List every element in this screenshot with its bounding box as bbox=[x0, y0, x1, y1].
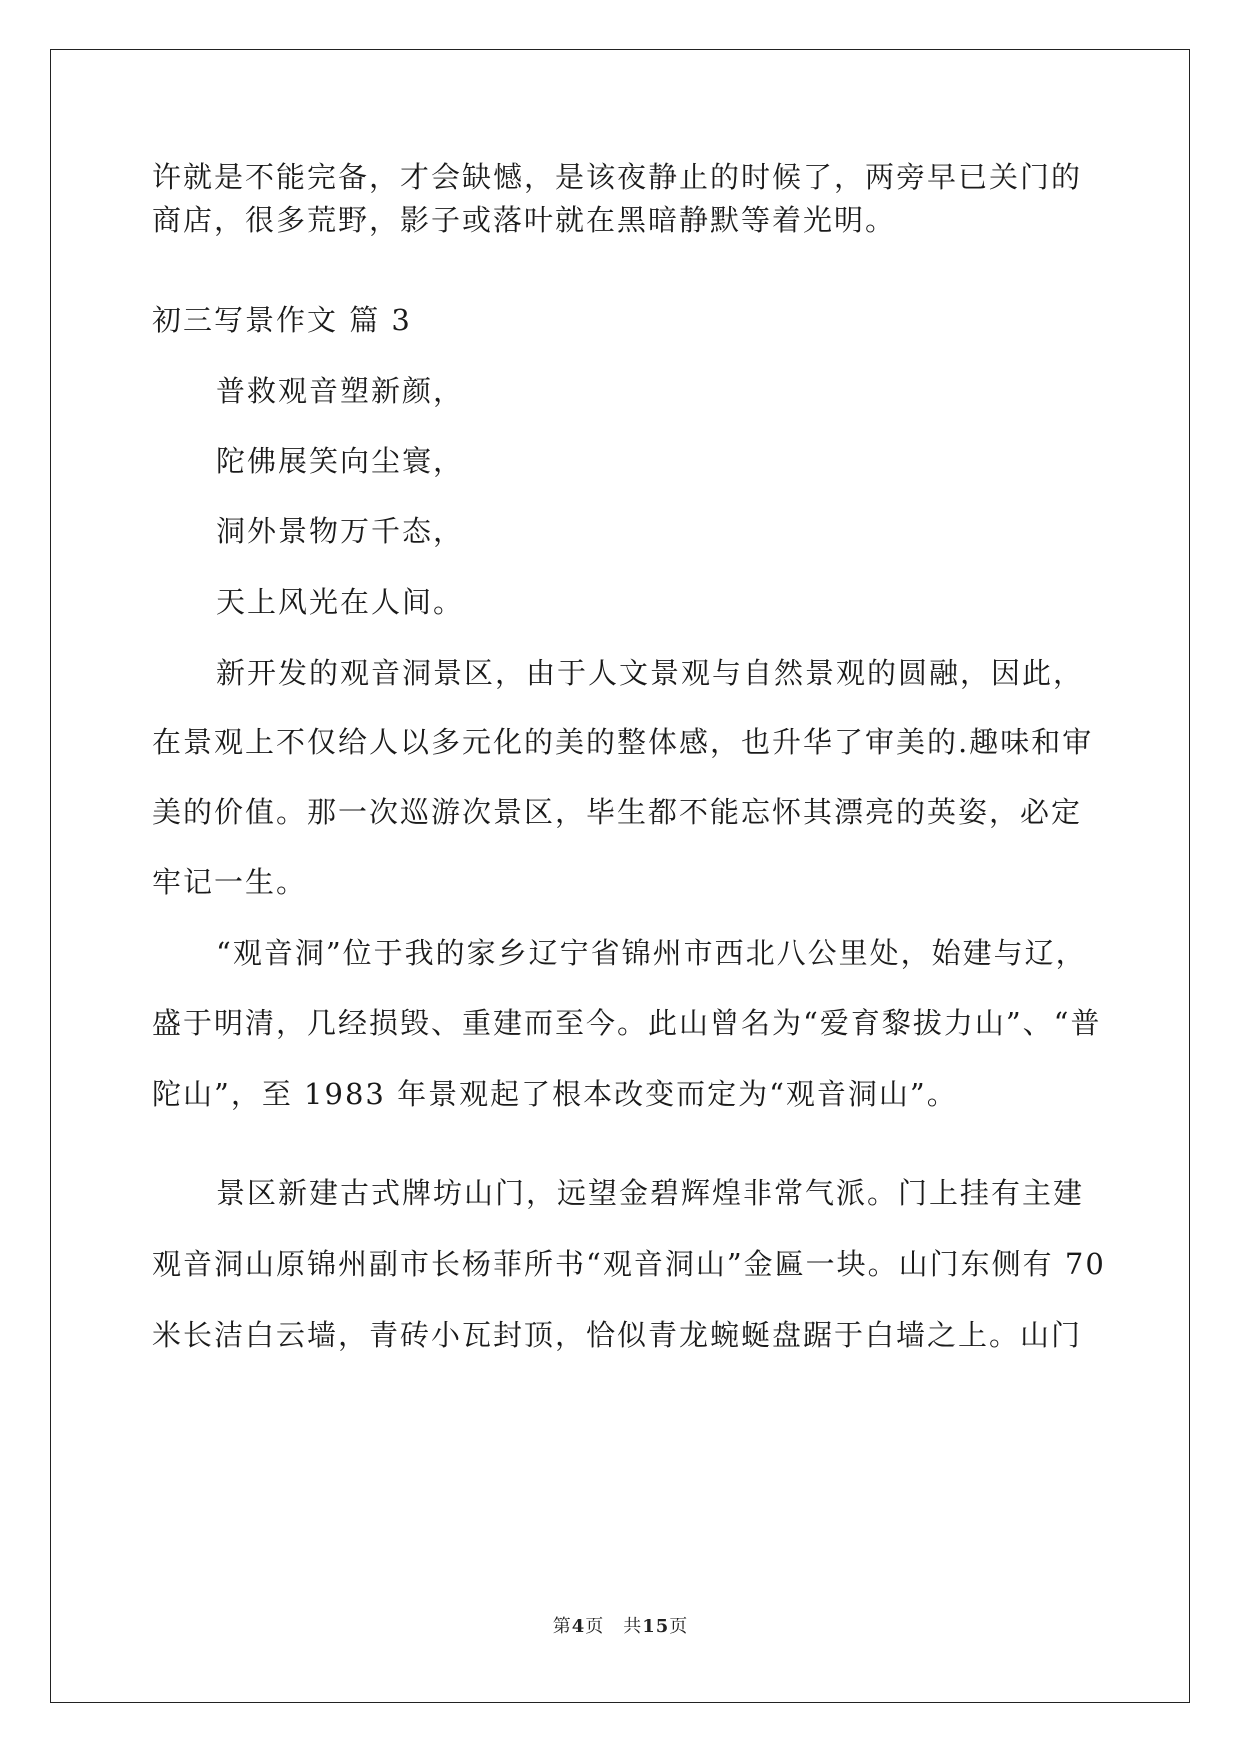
footer-prefix: 第 bbox=[552, 1616, 572, 1637]
paragraph-line: 牢记一生。 bbox=[152, 865, 308, 899]
paragraph-line: 景区新建古式牌坊山门，远望金碧辉煌非常气派。门上挂有主建 bbox=[216, 1176, 1085, 1210]
paragraph-line: 米长洁白云墙，青砖小瓦封顶，恰似青龙蜿蜒盘踞于白墙之上。山门 bbox=[152, 1318, 1083, 1352]
poem-line: 天上风光在人间。 bbox=[216, 585, 465, 619]
poem-line: 普救观音塑新颜， bbox=[216, 374, 465, 408]
paragraph-line: 观音洞山原锦州副市长杨菲所书“观音洞山”金匾一块。山门东侧有 70 bbox=[152, 1247, 1106, 1281]
paragraph-line: 商店，很多荒野，影子或落叶就在黑暗静默等着光明。 bbox=[152, 203, 897, 237]
paragraph-line: 许就是不能完备，才会缺憾，是该夜静止的时候了，两旁早已关门的 bbox=[152, 160, 1083, 194]
footer-mid: 页 共 bbox=[585, 1616, 643, 1637]
paragraph-line: 在景观上不仅给人以多元化的美的整体感，也升华了审美的.趣味和审 bbox=[152, 725, 1094, 759]
current-page-number: 4 bbox=[571, 1616, 586, 1637]
paragraph-line: 美的价值。那一次巡游次景区，毕生都不能忘怀其漂亮的英姿，必定 bbox=[152, 795, 1083, 829]
paragraph-line: “观音洞”位于我的家乡辽宁省锦州市西北八公里处，始建与辽， bbox=[216, 936, 1087, 970]
section-heading: 初三写景作文 篇 3 bbox=[152, 303, 412, 337]
paragraph-line: 陀山”，至 1983 年景观起了根本改变而定为“观音洞山”。 bbox=[152, 1077, 958, 1111]
page-footer bbox=[0, 1612, 1241, 1638]
paragraph-line: 盛于明清，几经损毁、重建而至今。此山曾名为“爱育黎拔力山”、“普 bbox=[152, 1006, 1102, 1040]
poem-line: 洞外景物万千态， bbox=[216, 514, 465, 548]
poem-line: 陀佛展笑向尘寰， bbox=[216, 444, 465, 478]
paragraph-line: 新开发的观音洞景区，由于人文景观与自然景观的圆融，因此， bbox=[216, 656, 1085, 690]
footer-suffix: 页 bbox=[669, 1616, 689, 1637]
total-page-count: 15 bbox=[642, 1616, 670, 1637]
